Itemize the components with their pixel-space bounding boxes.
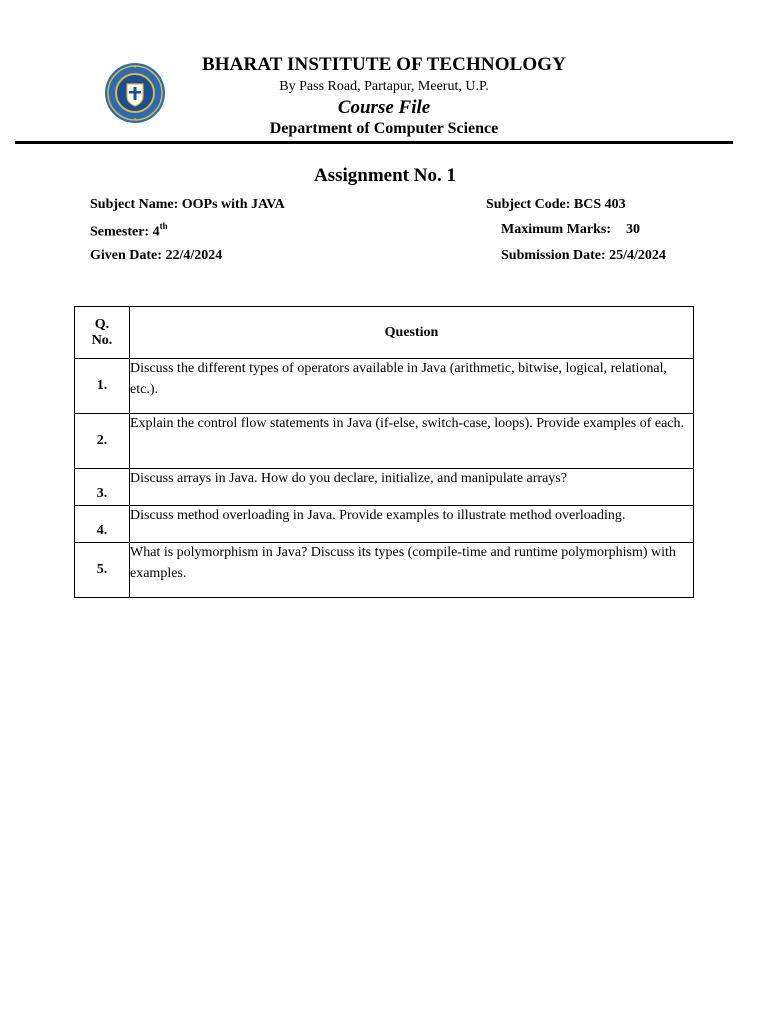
submission-date-label: Submission Date: — [501, 248, 606, 263]
semester-value: 4 — [152, 224, 160, 240]
maximum-marks — [501, 222, 640, 238]
q-no-header-line1: Q. — [94, 316, 110, 332]
given-date-label: Given Date: — [90, 248, 162, 263]
institute-address: By Pass Road, Partapur, Meerut, U.P. — [279, 79, 489, 94]
submission-date-value: 25/4/2024 — [609, 248, 666, 263]
subject-name-value: OOPs with JAVA — [181, 197, 285, 212]
question-header: Question — [130, 307, 694, 359]
institute-name: BHARAT INSTITUTE OF TECHNOLOGY — [202, 54, 566, 75]
table-row — [75, 469, 694, 506]
max-marks-label: Maximum Marks: — [501, 222, 612, 237]
assignment-title: Assignment No. 1 — [314, 165, 456, 186]
subject-code — [486, 197, 626, 213]
course-file-heading: Course File — [337, 97, 431, 118]
subject-name-label: Subject Name: — [90, 197, 179, 212]
question-text: Discuss the different types of operators available in Java (arithmetic, bitwise, logical, relational, etc.). — [130, 359, 694, 414]
question-number: 3. — [75, 469, 130, 506]
max-marks-value: 30 — [626, 222, 641, 237]
department-name: Department of Computer Science — [269, 120, 499, 137]
question-number: 2. — [75, 414, 130, 469]
table-header-row — [75, 307, 694, 359]
question-number: 1. — [75, 359, 130, 414]
question-text: Discuss method overloading in Java. Provide examples to illustrate method overloading. — [130, 506, 694, 543]
questions-table — [74, 306, 694, 598]
question-text: What is polymorphism in Java? Discuss its types (compile-time and runtime polymorphism) with examples. — [130, 543, 694, 598]
subject-code-label: Subject Code: — [486, 197, 571, 212]
q-no-header — [75, 307, 130, 359]
question-text: Discuss arrays in Java. How do you declare, initialize, and manipulate arrays? — [130, 469, 694, 506]
semester-label: Semester: — [90, 224, 150, 240]
semester — [90, 222, 168, 241]
given-date — [90, 248, 222, 264]
table-row — [75, 414, 694, 469]
table-row — [75, 359, 694, 414]
semester-suffix: th — [159, 221, 168, 231]
header-divider — [15, 141, 733, 144]
subject-code-value: BCS 403 — [573, 197, 626, 212]
table-row — [75, 543, 694, 598]
q-no-header-line2: No. — [91, 332, 113, 348]
subject-name — [90, 197, 285, 213]
question-text: Explain the control flow statements in Java (if-else, switch-case, loops). Provide examples of each. — [130, 414, 694, 469]
question-number: 4. — [75, 506, 130, 543]
table-row — [75, 506, 694, 543]
given-date-value: 22/4/2024 — [165, 248, 223, 263]
submission-date — [501, 248, 666, 264]
question-number: 5. — [75, 543, 130, 598]
